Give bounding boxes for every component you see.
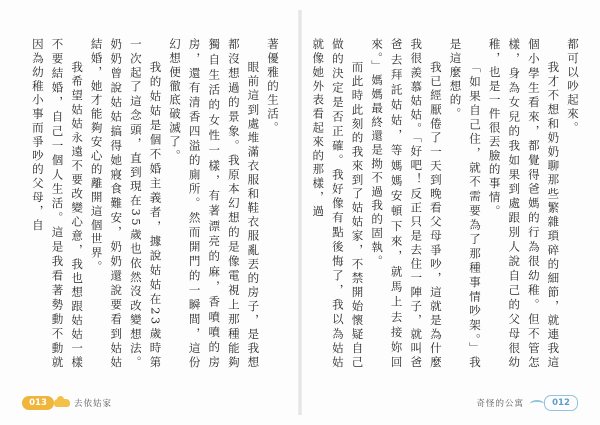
paragraph: 眼前這到處堆滿衣服和鞋衣服亂丟的房子，是我想都沒想過的景象。我原本幻想的是像電視上那種能夠獨自生活的女性一樣，有著漂亮的麻，香噴噴的房房，還有清香四溢的廁所。然而開門的一瞬間，這份幻想便徹底破滅了。: [168, 38, 261, 370]
left-page-text: [20, 38, 282, 370]
paragraph: 我的姑姑是個不婚主義者，據說姑姑在23歲時第一次起了這念頭，直到現在35歲也依然沒改變想法。奶奶曾說姑姑搞得她寢食難安，奶奶還說要看到姑姑結婚，她才能夠安心的離開這個世界。: [89, 38, 163, 370]
page-number: 012: [544, 395, 578, 411]
chapter-title: 去依姑家: [74, 399, 113, 409]
right-page: [300, 0, 600, 425]
paragraph: 都可以吵起來。: [566, 38, 580, 136]
paragraph: 著優雅的生活。: [266, 38, 280, 136]
page-number: 013: [22, 396, 54, 410]
right-page-footer: [470, 395, 578, 411]
paragraph: 我已經厭倦了一天到晚看父母爭吵，這就是為什麼我很羨慕姑姑。「好吧！反正只是去住一陣子，就叫爸爸去拜託姑姑，等媽媽安頓下來，就馬上去接妳回來。」媽媽最終還是拗不過我的固執。: [370, 38, 443, 370]
book-title: 奇怪的公寓: [476, 399, 524, 409]
wave-icon: [530, 398, 544, 408]
paragraph: 「如果自己住，就不需要為了那種事情吵架。」我是這麼想的。: [448, 38, 483, 370]
left-page-footer: [22, 395, 118, 411]
paragraph: 我希望姑姑永遠不要改變心意，我也想跟姑姑一樣不要結婚，自己一個人生活。這是我看著勢動不動就因為幼稚小事而爭吵的父母，自: [30, 38, 85, 370]
paragraph: 而此時此刻的我來到了姑姑家，不禁開始懷疑自己做的決定是否正確。我好像有點後悔了，我以為姑姑就像她外表看起來的那樣，過: [311, 38, 365, 370]
cloud-icon: [54, 398, 68, 408]
paragraph: 我才不想和奶奶聊那些繁雜瑣碎的細節，就連我這個小學生看來，都覺得爸媽的行為很幼稚。但不管怎樣，身為女兒的我如果到處跟別人說自己的父母很幼稚，也是一件很丟臉的事情。: [487, 38, 561, 370]
right-page-text: [311, 38, 582, 370]
